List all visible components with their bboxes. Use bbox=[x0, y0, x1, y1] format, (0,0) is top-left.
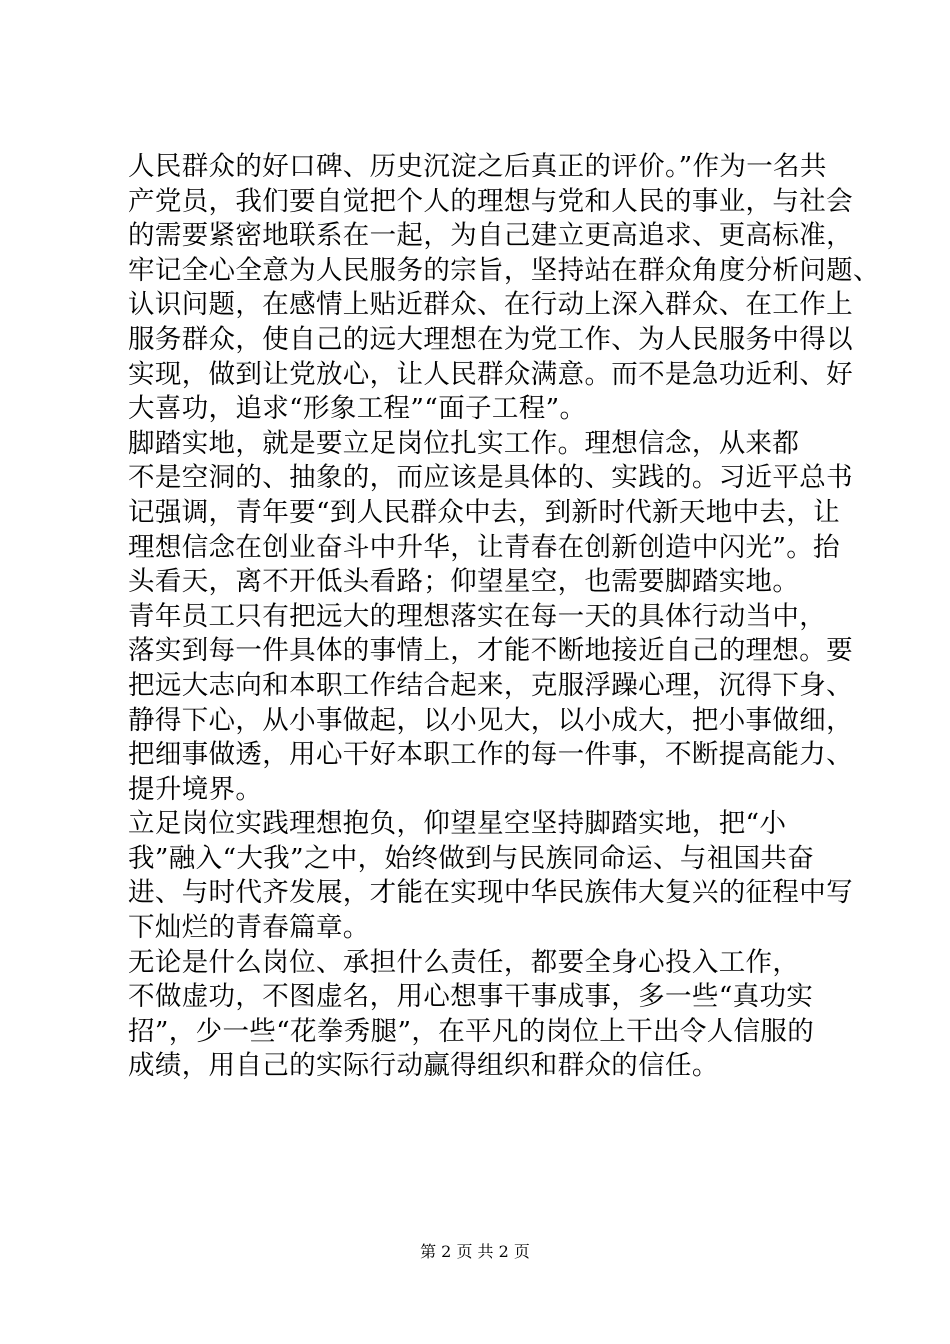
text-line: 不是空洞的、抽象的，而应该是具体的、实践的。习近平总书 bbox=[128, 462, 853, 494]
text-line: 的需要紧密地联系在一起，为自己建立更高追求、更高标准， bbox=[128, 220, 853, 252]
text-line: 记强调，青年要“到人民群众中去，到新时代新天地中去，让 bbox=[128, 496, 840, 528]
text-line: 把远大志向和本职工作结合起来，克服浮躁心理，沉得下身、 bbox=[128, 669, 853, 701]
text-line: 服务群众，使自己的远大理想在为党工作、为人民服务中得以 bbox=[128, 323, 853, 355]
text-line: 理想信念在创业奋斗中升华，让青春在创新创造中闪光”。抬 bbox=[128, 531, 840, 563]
text-line: 不做虚功，不图虚名，用心想事干事成事，多一些“真功实 bbox=[128, 981, 814, 1013]
text-line: 落实到每一件具体的事情上，才能不断地接近自己的理想。要 bbox=[128, 635, 853, 667]
document-body bbox=[128, 150, 880, 1084]
text-line: 我”融入“大我”之中，始终做到与民族同命运、与祖国共奋 bbox=[128, 842, 815, 874]
text-line: 人民群众的好口碑、历史沉淀之后真正的评价。”作为一名共 bbox=[128, 151, 827, 182]
text-line: 实现，做到让党放心，让人民群众满意。而不是急功近利、好 bbox=[128, 358, 853, 390]
text-line: 招”，少一些“花拳秀腿”，在平凡的岗位上干出令人信服的 bbox=[128, 1015, 815, 1047]
page-number-footer: 第 2 页 共 2 页 bbox=[420, 1242, 530, 1261]
text-line: 脚踏实地，就是要立足岗位扎实工作。理想信念，从来都 bbox=[128, 427, 800, 459]
text-line: 青年员工只有把远大的理想落实在每一天的具体行动当中， bbox=[128, 600, 827, 632]
text-line: 静得下心，从小事做起，以小见大，以小成大，把小事做细， bbox=[128, 704, 853, 736]
text-line: 产党员，我们要自觉把个人的理想与党和人民的事业，与社会 bbox=[128, 185, 853, 217]
text-line: 头看天，离不开低头看路；仰望星空，也需要脚踏实地。 bbox=[128, 566, 800, 598]
text-line: 进、与时代齐发展，才能在实现中华民族伟大复兴的征程中写 bbox=[128, 877, 853, 909]
text-line: 无论是什么岗位、承担什么责任，都要全身心投入工作， bbox=[128, 946, 800, 978]
text-line: 立足岗位实践理想抱负，仰望星空坚持脚踏实地，把“小 bbox=[128, 808, 787, 840]
text-line: 大喜功，追求“形象工程”“面子工程”。 bbox=[128, 393, 587, 425]
text-line: 下灿烂的青春篇章。 bbox=[128, 912, 370, 944]
text-line: 牢记全心全意为人民服务的宗旨，坚持站在群众角度分析问题、 bbox=[128, 254, 880, 286]
text-line: 提升境界。 bbox=[128, 773, 263, 805]
text-line: 认识问题，在感情上贴近群众、在行动上深入群众、在工作上 bbox=[128, 289, 853, 321]
text-line: 成绩，用自己的实际行动赢得组织和群众的信任。 bbox=[128, 1050, 719, 1082]
text-line: 把细事做透，用心干好本职工作的每一件事，不断提高能力、 bbox=[128, 739, 853, 771]
